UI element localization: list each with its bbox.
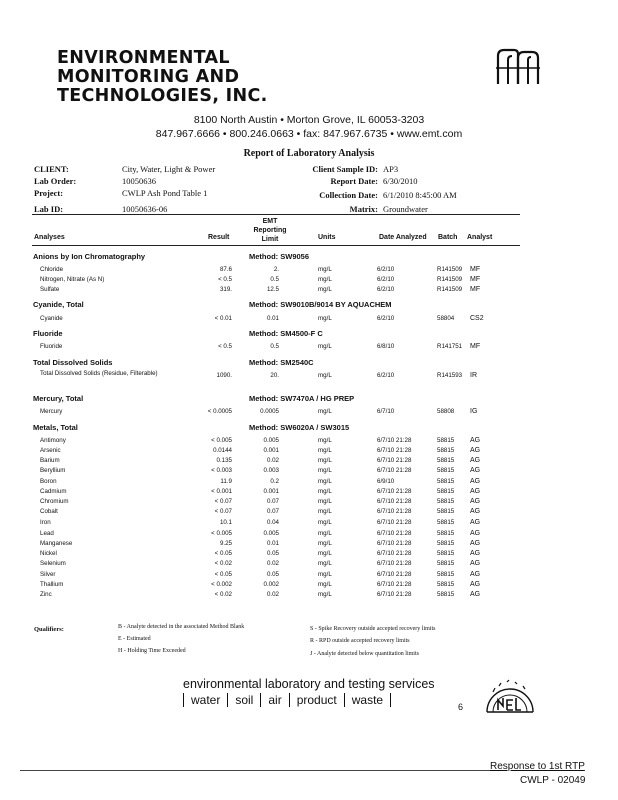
result-value: < 0.003 [211,467,232,474]
analyte-name: Lead [40,530,54,537]
table-row [0,285,618,294]
analyst-code: IG [470,408,478,415]
section-title: Cyanide, Total [33,300,84,309]
reporting-limit: 0.01 [266,540,279,547]
batch-id: 58815 [437,437,455,444]
service-water: water [183,693,227,707]
analyst-code: MF [470,343,481,350]
services-end-bar [390,693,391,707]
result-value: < 0.02 [214,560,232,567]
analyte-name: Selenium [40,560,66,567]
reporting-limit: 0.07 [266,508,279,515]
analyst-code: AG [470,447,481,454]
analyst-code: AG [470,437,481,444]
lab-order-label: Lab Order: [34,176,77,186]
date-analyzed: 6/2/10 [377,286,395,293]
section-method: Method: SW6020A / SW3015 [249,423,350,432]
table-row [0,518,618,527]
analyte-name: Chromium [40,498,69,505]
section-title: Fluoride [33,329,63,338]
result-value: < 0.01 [214,315,232,322]
section-method: Method: SM4500-F C [249,329,323,338]
date-analyzed: 6/7/10 21:28 [377,457,412,464]
table-row [0,529,618,538]
lab-id-label: Lab ID: [34,204,64,214]
reporting-limit: 0.001 [263,447,279,454]
batch-id: R141509 [437,266,463,273]
analyst-code: AG [470,508,481,515]
result-value: < 0.5 [218,343,232,350]
col-analyses: Analyses [34,234,65,241]
batch-id: R141509 [437,276,463,283]
analyte-name: Zinc [40,591,52,598]
client-label: CLIENT: [34,164,69,174]
units-value: mg/L [318,508,332,515]
analyst-code: AG [470,478,481,485]
analyst-code: MF [470,286,481,293]
col-analyst: Analyst [467,234,493,241]
batch-id: R141509 [437,286,463,293]
analyst-code: AG [470,488,481,495]
batch-id: 58815 [437,591,455,598]
date-analyzed: 6/7/10 21:28 [377,508,412,515]
service-air: air [260,693,288,707]
table-row [0,342,618,351]
units-value: mg/L [318,447,332,454]
company-name-line3: TECHNOLOGIES, INC. [57,86,268,106]
date-analyzed: 6/7/10 [377,408,395,415]
section-title: Anions by Ion Chromatography [33,252,146,261]
project-value: CWLP Ash Pond Table 1 [122,188,208,198]
result-value: < 0.07 [214,508,232,515]
section-method: Method: SW9010B/9014 BY AQUACHEM [249,300,392,309]
analyst-code: AG [470,550,481,557]
analyte-name: Total Dissolved Solids (Residue, Filterable) [40,370,158,377]
date-analyzed: 6/2/10 [377,372,395,379]
analyst-code: AG [470,457,481,464]
units-value: mg/L [318,437,332,444]
analyst-code: CS2 [470,315,484,322]
result-value: < 0.05 [214,571,232,578]
section-title: Total Dissolved Solids [33,358,113,367]
sample-id-value: AP3 [383,164,399,174]
units-value: mg/L [318,581,332,588]
date-analyzed: 6/7/10 21:28 [377,437,412,444]
result-value: 319. [219,286,232,293]
qualifier-r: R - RPD outside accepted recovery limits [310,638,410,644]
reporting-limit: 0.5 [270,276,279,283]
collection-date-value: 6/1/2010 8:45:00 AM [383,190,457,200]
date-analyzed: 6/7/10 21:28 [377,467,412,474]
reporting-limit: 2. [273,266,279,273]
reporting-limit: 0.5 [270,343,279,350]
batch-id: 58815 [437,560,455,567]
analyst-code: MF [470,266,481,273]
result-value: 0.0144 [213,447,232,454]
result-value: < 0.05 [214,550,232,557]
table-row [0,539,618,548]
section-title: Mercury, Total [33,394,84,403]
qualifier-s: S - Spike Recovery outside accepted recovery limits [310,626,436,632]
result-value: < 0.005 [211,437,232,444]
reporting-limit: 0.04 [266,519,279,526]
emt-logo-icon [494,48,542,93]
batch-id: 58808 [437,408,455,415]
col-reporting-limit [248,217,292,244]
table-row [0,265,618,274]
section-method: Method: SM2540C [249,358,314,367]
col-emt: EMT [262,218,278,225]
table-row [0,570,618,579]
date-analyzed: 6/7/10 21:28 [377,550,412,557]
reporting-limit: 12.5 [266,286,279,293]
analyst-code: AG [470,498,481,505]
units-value: mg/L [318,550,332,557]
date-analyzed: 6/7/10 21:28 [377,488,412,495]
units-value: mg/L [318,519,332,526]
company-name-line2: MONITORING AND [57,67,240,87]
date-analyzed: 6/7/10 21:28 [377,540,412,547]
analyst-code: AG [470,571,481,578]
analyte-name: Silver [40,571,56,578]
reporting-limit: 20. [270,372,279,379]
reporting-limit: 0.05 [266,571,279,578]
result-value: 9.25 [219,540,232,547]
date-analyzed: 6/2/10 [377,276,395,283]
date-analyzed: 6/7/10 21:28 [377,571,412,578]
company-name-line1: ENVIRONMENTAL [57,48,230,68]
col-reporting: Reporting [253,227,287,234]
lab-order-value: 10050636 [122,176,156,186]
table-row [0,407,618,416]
analyte-name: Beryllium [40,467,66,474]
analyte-name: Sulfate [40,286,60,293]
analyte-name: Cyanide [40,315,63,322]
date-analyzed: 6/2/10 [377,315,395,322]
result-value: < 0.07 [214,498,232,505]
divider [32,245,520,246]
batch-id: R141751 [437,343,463,350]
units-value: mg/L [318,408,332,415]
qualifiers-label: Qualifiers: [34,626,64,633]
analyte-name: Cadmium [40,488,67,495]
units-value: mg/L [318,266,332,273]
service-product: product [289,693,344,707]
result-value: < 0.5 [218,276,232,283]
date-analyzed: 6/8/10 [377,343,395,350]
units-value: mg/L [318,372,332,379]
response-label: Response to 1st RTP [490,761,585,772]
batch-id: 58815 [437,478,455,485]
units-value: mg/L [318,478,332,485]
table-row [0,314,618,323]
units-value: mg/L [318,530,332,537]
reporting-limit: 0.02 [266,591,279,598]
reporting-limit: 0.02 [266,457,279,464]
result-value: < 0.0005 [207,408,232,415]
analyte-name: Antimony [40,437,66,444]
collection-date-label: Collection Date: [319,190,378,200]
batch-id: 58815 [437,488,455,495]
batch-id: 58815 [437,457,455,464]
col-units: Units [318,234,336,241]
batch-id: 58815 [437,508,455,515]
units-value: mg/L [318,315,332,322]
result-value: 0.135 [216,457,232,464]
date-analyzed: 6/7/10 21:28 [377,498,412,505]
table-row [0,436,618,445]
result-value: 11.9 [220,478,232,485]
reporting-limit: 0.05 [266,550,279,557]
analyst-code: AG [470,519,481,526]
reporting-limit: 0.0005 [260,408,279,415]
service-waste: waste [344,693,390,707]
units-value: mg/L [318,276,332,283]
services-list [183,693,391,707]
analyte-name: Manganese [40,540,73,547]
report-date-value: 6/30/2010 [383,176,418,186]
service-soil: soil [227,693,260,707]
company-address: 8100 North Austin • Morton Grove, IL 60053-3203 [193,114,425,126]
table-row [0,590,618,599]
date-analyzed: 6/7/10 21:28 [377,519,412,526]
sample-id-label: Client Sample ID: [312,164,378,174]
result-value: 87.6 [219,266,232,273]
qualifier-b: B - Analyte detected in the associated Method Blank [118,624,245,630]
analyst-code: AG [470,530,481,537]
batch-id: 58815 [437,467,455,474]
table-row [0,497,618,506]
batch-id: 58804 [437,315,455,322]
batch-id: 58815 [437,571,455,578]
reporting-limit: 0.005 [263,530,279,537]
table-row [0,559,618,568]
report-title: Report of Laboratory Analysis [243,148,375,159]
matrix-value: Groundwater [383,204,428,214]
batch-id: R141593 [437,372,463,379]
analyte-name: Arsenic [40,447,61,454]
units-value: mg/L [318,571,332,578]
analyte-name: Nitrogen, Nitrate (As N) [40,276,105,283]
analyte-name: Thallium [40,581,64,588]
date-analyzed: 6/7/10 21:28 [377,591,412,598]
table-row [0,371,618,380]
batch-id: 58815 [437,498,455,505]
col-limit: Limit [261,236,279,243]
units-value: mg/L [318,591,332,598]
batch-id: 58815 [437,519,455,526]
table-row [0,275,618,284]
services-title: environmental laboratory and testing services [183,677,435,691]
reporting-limit: 0.01 [266,315,279,322]
result-value: < 0.005 [211,530,232,537]
analyte-name: Boron [40,478,57,485]
analyte-name: Fluoride [40,343,63,350]
date-analyzed: 6/9/10 [377,478,395,485]
result-value: < 0.002 [211,581,232,588]
section-title: Metals, Total [33,423,78,432]
analyst-code: IR [470,372,477,379]
analyst-code: AG [470,581,481,588]
units-value: mg/L [318,467,332,474]
col-date: Date Analyzed [379,234,427,241]
date-analyzed: 6/7/10 21:28 [377,530,412,537]
analyst-code: AG [470,560,481,567]
units-value: mg/L [318,560,332,567]
analyst-code: MF [470,276,481,283]
analyte-name: Barium [40,457,60,464]
units-value: mg/L [318,488,332,495]
result-value: 1090. [216,372,232,379]
client-value: City, Water, Light & Power [122,164,216,174]
analyst-code: AG [470,467,481,474]
lab-id-value: 10050636-06 [122,204,168,214]
table-row [0,549,618,558]
analyte-name: Iron [40,519,51,526]
result-value: 10.1 [219,519,232,526]
table-row [0,477,618,486]
footer-rule [20,770,490,771]
analyte-name: Cobalt [40,508,58,515]
col-batch: Batch [438,234,458,241]
report-date-label: Report Date: [330,176,378,186]
matrix-label: Matrix: [349,204,378,214]
qualifier-h: H - Holding Time Exceeded [118,648,186,654]
table-row [0,580,618,589]
date-analyzed: 6/7/10 21:28 [377,447,412,454]
col-result: Result [208,234,230,241]
project-label: Project: [34,188,64,198]
batch-id: 58815 [437,447,455,454]
divider [32,214,520,215]
batch-id: 58815 [437,540,455,547]
reporting-limit: 0.2 [270,478,279,485]
units-value: mg/L [318,498,332,505]
reporting-limit: 0.02 [266,560,279,567]
units-value: mg/L [318,343,332,350]
table-row [0,466,618,475]
qualifier-j: J - Analyte detected below quantitation limits [310,651,419,657]
company-name [57,49,268,106]
batch-id: 58815 [437,581,455,588]
analyte-name: Mercury [40,408,63,415]
section-method: Method: SW9056 [249,252,310,261]
cwlp-number: CWLP - 02049 [520,775,586,786]
batch-id: 58815 [437,550,455,557]
date-analyzed: 6/7/10 21:28 [377,581,412,588]
page-number: 6 [458,702,464,712]
batch-id: 58815 [437,530,455,537]
analyst-code: AG [470,540,481,547]
units-value: mg/L [318,286,332,293]
analyst-code: AG [470,591,481,598]
reporting-limit: 0.003 [263,467,279,474]
units-value: mg/L [318,540,332,547]
table-row [0,487,618,496]
reporting-limit: 0.001 [263,488,279,495]
analyte-name: Chloride [40,266,64,273]
date-analyzed: 6/2/10 [377,266,395,273]
result-value: < 0.02 [214,591,232,598]
company-contact: 847.967.6666 • 800.246.0663 • fax: 847.967.6735 • www.emt.com [155,128,463,140]
section-method: Method: SW7470A / HG PREP [249,394,355,403]
table-row [0,456,618,465]
table-row [0,446,618,455]
table-row [0,507,618,516]
date-analyzed: 6/7/10 21:28 [377,560,412,567]
units-value: mg/L [318,457,332,464]
reporting-limit: 0.005 [263,437,279,444]
analyte-name: Nickel [40,550,57,557]
qualifier-e: E - Estimated [118,636,151,642]
reporting-limit: 0.002 [263,581,279,588]
nelap-seal-icon [483,676,537,721]
reporting-limit: 0.07 [266,498,279,505]
result-value: < 0.001 [211,488,232,495]
